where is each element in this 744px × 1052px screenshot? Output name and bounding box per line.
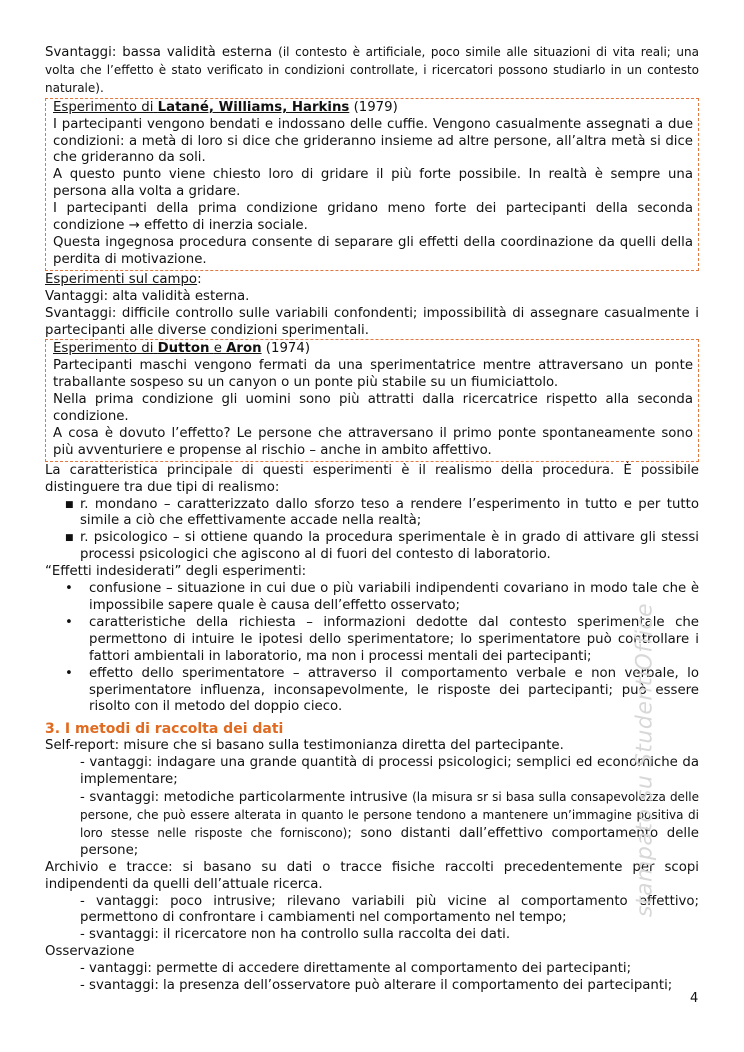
list-item: • confusione – situazione in cui due o più variabili indipendenti covariano in modo tale che è impossibile sapere quale è causa dell’effetto osservato; bbox=[65, 581, 699, 613]
selfreport-pro: - vantaggi: indagare una grande quantità di processi psicologici; semplici ed economiche da implementare; bbox=[80, 755, 699, 788]
observation-pro: - vantaggi: permette di accedere direttamente al comportamento dei partecipanti; bbox=[80, 961, 632, 977]
list-item: • caratteristiche della richiesta – informazioni dedotte dal contesto sperimentale che permettono di intuire le ipotesi dello sperimentatore; lo sperimentatore può controllare i fattori ambientali in laboratorio, ma non i processi mentali dei partecipanti; bbox=[65, 614, 699, 664]
square-bullet-icon: ■ bbox=[65, 499, 74, 510]
experiment-text: Questa ingegnosa procedura consente di separare gli effetti della coordinazione da quelli della perdita di motivazione. bbox=[53, 234, 693, 267]
experiment-text: A cosa è dovuto l’effetto? Le persone che attraversano il primo ponte spontaneamente sono più avventuriere e propense al rischio – anche in ambito affettivo. bbox=[53, 425, 693, 458]
list-item: • effetto dello sperimentatore – attraverso il comportamento verbale e non verbale, lo sperimentatore influenza, inconsapevolmente, le risposte dei partecipanti; può essere risolto con il metodo del doppio cieco. bbox=[65, 665, 699, 715]
document-page bbox=[45, 44, 699, 995]
selfreport-lead: Self-report: misure che si basano sulla testimonianza diretta del partecipante. bbox=[45, 738, 564, 754]
observation-con: - svantaggi: la presenza dell’osservatore può alterare il comportamento dei partecipanti; bbox=[80, 978, 673, 994]
experiment-text: Nella prima condizione gli uomini sono più attratti dalla ricercatrice rispetto alla seconda condizione. bbox=[53, 392, 693, 425]
lab-disadvantages-note: (il contesto è artificiale, poco simile alle situazioni di vita reali; una volta che l’effetto è stato verificato in condizioni controllate, i ricercatori possono studiarlo in un contesto naturale). bbox=[45, 45, 699, 95]
bullet-icon: • bbox=[65, 614, 73, 630]
list-item: ■ r. mondano – caratterizzato dallo sforzo teso a rendere l’esperimento in tutto e per tutto simile a ciò che effettivamente accade nella realtà; bbox=[65, 496, 699, 529]
bullet-icon: • bbox=[65, 581, 73, 597]
experiment-text: I partecipanti vengono bendati e indossano delle cuffie. Vengono casualmente assegnati a due condizioni: a metà di loro si dice che grideranno insieme ad altre persone, all’altra metà si dice che grideranno da soli. bbox=[53, 116, 693, 166]
experiment-text: A questo punto viene chiesto loro di gridare il più forte possibile. In realtà è sempre una persona alla volta a gridare. bbox=[53, 167, 693, 200]
archive-pro: - vantaggi: poco intrusive; rilevano variabili più vicine al comportamento effettivo; permettono di confrontare i cambiamenti nel comportamento nel tempo; bbox=[80, 893, 699, 926]
field-advantages: Vantaggi: alta validità esterna. bbox=[45, 288, 250, 304]
lab-disadvantages: Svantaggi: bassa validità esterna (il contesto è artificiale, poco simile alle situazioni di vita reali; una volta che l’effetto è stato verificato in condizioni controllate, i ricercatori possono studiarlo in un contesto naturale). bbox=[45, 45, 699, 95]
experiment-title: Esperimento di Dutton e Aron (1974) bbox=[53, 341, 311, 357]
experiment-box-latane bbox=[45, 98, 699, 271]
archive-lead: Archivio e tracce: si basano su dati o tracce fisiche raccolti precedentemente per scopi indipendenti da quelli dell’attuale ricerca. bbox=[45, 859, 699, 892]
observation-lead: Osservazione bbox=[45, 944, 135, 960]
effects-intro: “Effetti indesiderati” degli esperimenti: bbox=[45, 564, 307, 580]
square-bullet-icon: ■ bbox=[65, 533, 74, 544]
experiment-title: Esperimento di Latané, Williams, Harkins (1979) bbox=[53, 99, 398, 115]
section-heading: 3. I metodi di raccolta dei dati bbox=[45, 721, 284, 738]
experiment-text: I partecipanti della prima condizione gridano meno forte dei partecipanti della seconda condizione → effetto di inerzia sociale. bbox=[53, 201, 693, 234]
realism-intro: La caratteristica principale di questi esperimenti è il realismo della procedura. È possibile distinguere tra due tipi di realismo: bbox=[45, 462, 699, 495]
field-heading: Esperimenti sul campo: bbox=[45, 271, 202, 287]
bullet-icon: • bbox=[65, 665, 73, 681]
list-item: ■ r. psicologico – si ottiene quando la procedura sperimentale è in grado di attivare gli stessi processi psicologici che agiscono al di fuori del contesto di laboratorio. bbox=[65, 530, 699, 563]
selfreport-con: - svantaggi: metodiche particolarmente intrusive (la misura sr si basa sulla consapevolezza delle persone, che può essere alterata in quanto le persone tendono a mantenere un’immagine positiva di loro stesse nelle risposte che forniscono); sono distanti dall’effettivo comportamento delle persone; bbox=[80, 790, 699, 858]
experiment-text: Partecipanti maschi vengono fermati da una sperimentatrice mentre attraversano un ponte traballante sospeso su un canyon o un ponte più stabile su un fiumiciattolo. bbox=[53, 358, 693, 391]
effects-list bbox=[45, 581, 699, 716]
field-disadvantages: Svantaggi: difficile controllo sulle variabili confondenti; impossibilità di assegnare casualmente i partecipanti alle diverse condizioni sperimentali. bbox=[45, 305, 699, 338]
page-number: 4 bbox=[690, 991, 699, 1006]
experiment-box-dutton bbox=[45, 339, 699, 461]
watermark: stampato su StudentiOffice bbox=[632, 602, 658, 918]
realism-list bbox=[45, 497, 699, 565]
archive-con: - svantaggi: il ricercatore non ha controllo sulla raccolta dei dati. bbox=[80, 927, 511, 943]
